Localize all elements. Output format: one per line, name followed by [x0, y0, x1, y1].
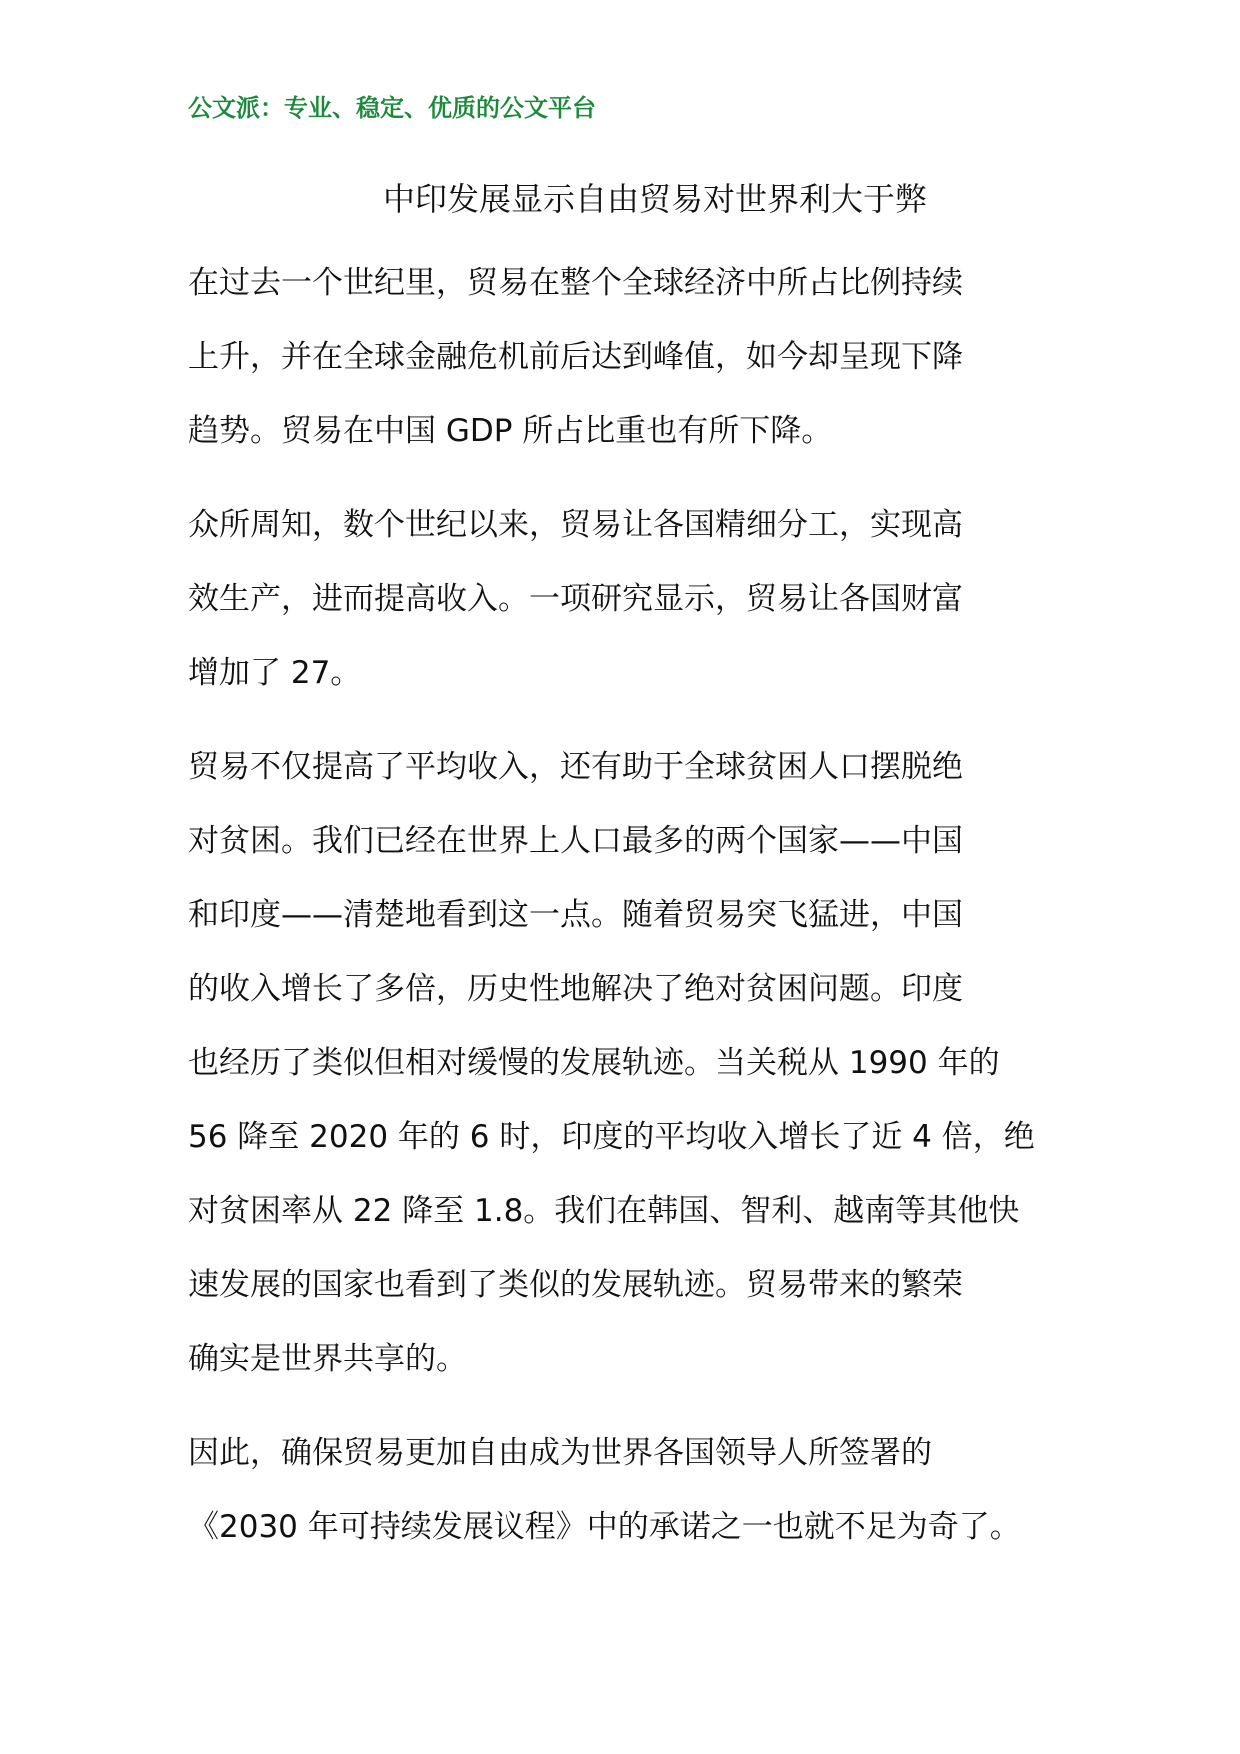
paragraph-2-line-1: 众所周知，数个世纪以来，贸易让各国精细分工，实现高: [188, 507, 963, 543]
paragraph-4-line-2: 《2030 年可持续发展议程》中的承诺之一也就不足为奇了。: [188, 1509, 1021, 1545]
document-title: 中印发展显示自由贸易对世界利大于弊: [382, 180, 927, 218]
paragraph-1-line-2: 上升，并在全球金融危机前后达到峰值，如今却呈现下降: [188, 339, 963, 375]
paragraph-1-line-1: 在过去一个世纪里，贸易在整个全球经济中所占比例持续: [188, 265, 963, 301]
paragraph-3-line-4: 的收入增长了多倍，历史性地解决了绝对贫困问题。印度: [188, 971, 963, 1007]
paragraph-3-line-9: 确实是世界共享的。: [188, 1341, 467, 1377]
paragraph-1-line-3: 趋势。贸易在中国 GDP 所占比重也有所下降。: [188, 413, 833, 449]
paragraph-3-line-2: 对贫困。我们已经在世界上人口最多的两个国家——中国: [188, 823, 963, 859]
paragraph-3-line-6: 56 降至 2020 年的 6 时，印度的平均收入增长了近 4 倍，绝: [188, 1119, 1035, 1155]
paragraph-3-line-8: 速发展的国家也看到了类似的发展轨迹。贸易带来的繁荣: [188, 1267, 963, 1303]
paragraph-2-line-3: 增加了 27。: [188, 655, 362, 691]
paragraph-3-line-1: 贸易不仅提高了平均收入，还有助于全球贫困人口摆脱绝: [188, 749, 963, 785]
paragraph-4-line-1: 因此，确保贸易更加自由成为世界各国领导人所签署的: [188, 1435, 932, 1471]
site-header-slogan: 公文派：专业、稳定、优质的公文平台: [188, 93, 596, 122]
paragraph-3-line-7: 对贫困率从 22 降至 1.8。我们在韩国、智利、越南等其他快: [188, 1193, 1020, 1229]
paragraph-2-line-2: 效生产，进而提高收入。一项研究显示，贸易让各国财富: [188, 581, 963, 617]
paragraph-3-line-5: 也经历了类似但相对缓慢的发展轨迹。当关税从 1990 年的: [188, 1045, 1000, 1081]
paragraph-3-line-3: 和印度——清楚地看到这一点。随着贸易突飞猛进，中国: [188, 897, 963, 933]
